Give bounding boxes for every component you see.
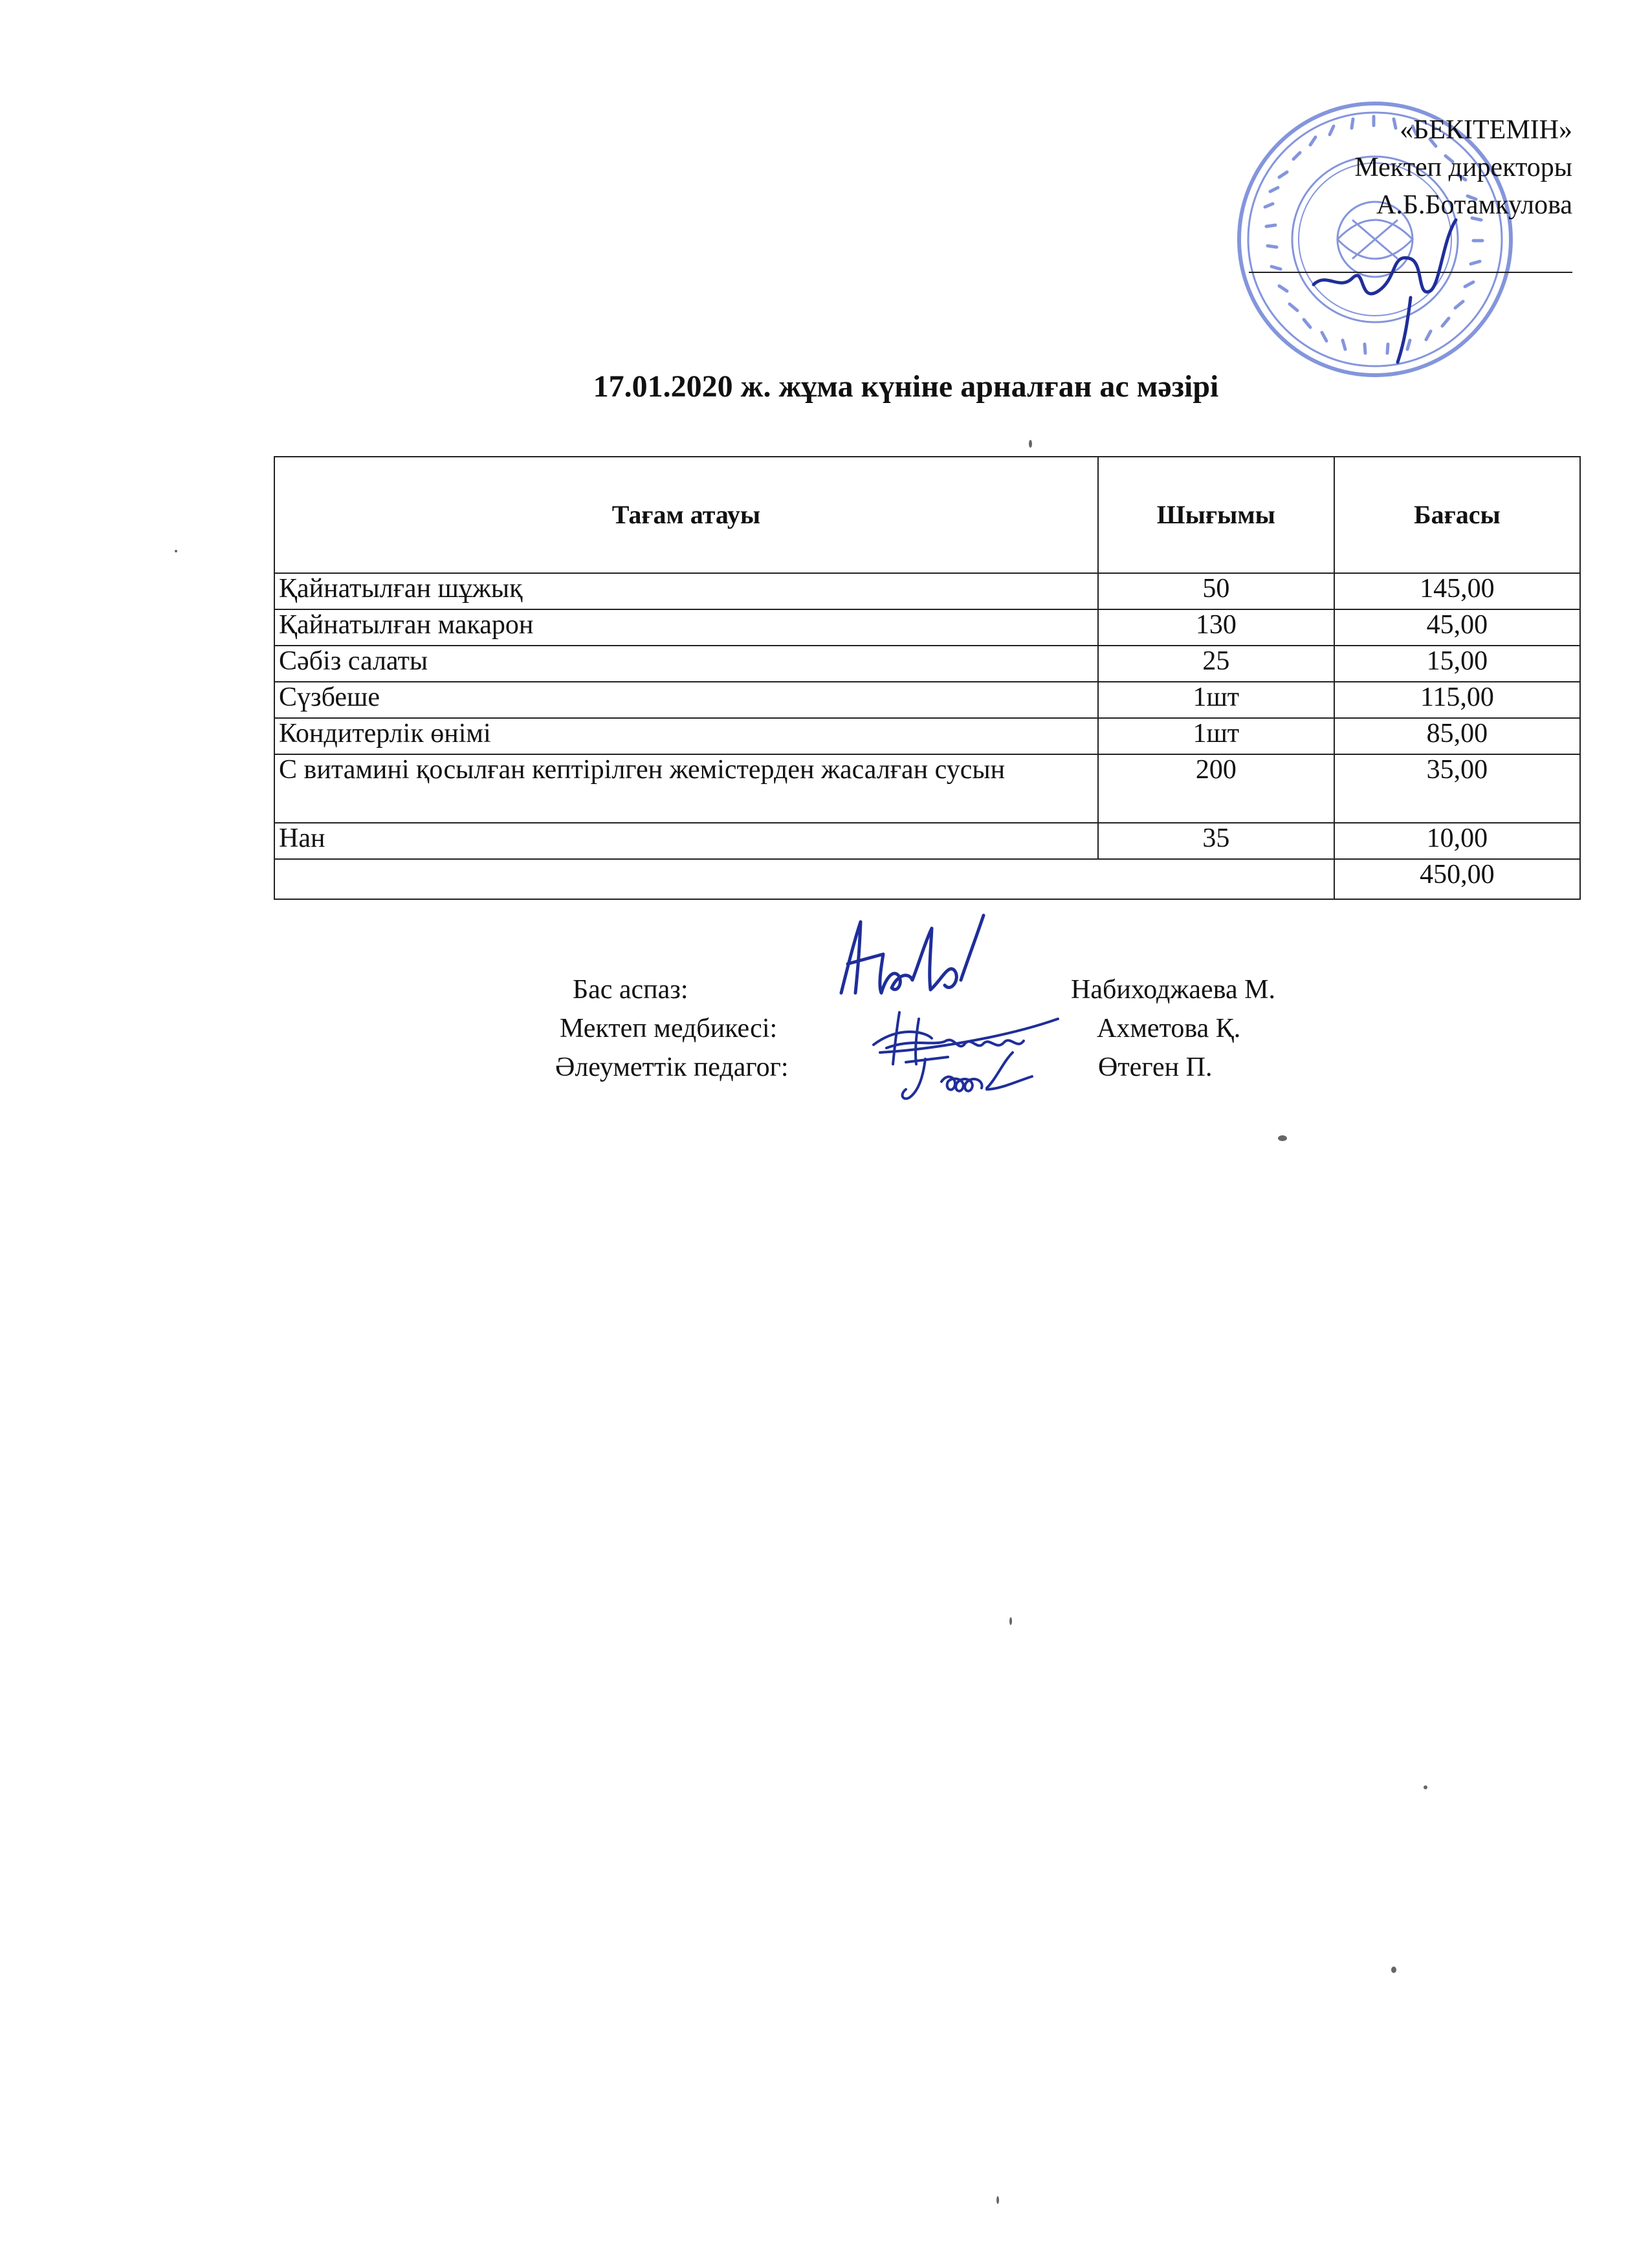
dish-yield: 50	[1098, 573, 1334, 609]
column-header-yield: Шығымы	[1098, 457, 1334, 573]
dish-yield: 1шт	[1098, 718, 1334, 754]
scan-speck	[1278, 1135, 1287, 1141]
approval-heading: «БЕКІТЕМІН»	[1400, 115, 1572, 145]
dish-yield: 1шт	[1098, 682, 1334, 718]
scan-speck	[1424, 1785, 1427, 1789]
table-total-row	[274, 859, 1580, 899]
scan-speck	[175, 550, 177, 552]
dish-name: Кондитерлік өнімі	[274, 718, 1098, 754]
table-row	[274, 646, 1580, 682]
dish-yield: 200	[1098, 754, 1334, 823]
table-header-row	[274, 457, 1580, 573]
director-signature	[1301, 194, 1495, 369]
table-row	[274, 718, 1580, 754]
dish-price: 35,00	[1334, 754, 1580, 823]
table-row	[274, 823, 1580, 859]
signature-name: Өтеген П.	[1098, 1052, 1213, 1082]
scan-speck	[1029, 440, 1032, 448]
dish-price: 15,00	[1334, 646, 1580, 682]
scan-speck	[1009, 1617, 1012, 1625]
total-price: 450,00	[1334, 859, 1580, 899]
scan-speck	[1391, 1967, 1396, 1973]
dish-yield: 25	[1098, 646, 1334, 682]
dish-price: 85,00	[1334, 718, 1580, 754]
dish-price: 115,00	[1334, 682, 1580, 718]
menu-table	[274, 456, 1581, 900]
dish-name: Сәбіз салаты	[274, 646, 1098, 682]
dish-name: Қайнатылған шұжық	[274, 573, 1098, 609]
dish-price: 145,00	[1334, 573, 1580, 609]
signature-role: Бас аспаз:	[573, 975, 688, 1005]
dish-yield: 130	[1098, 609, 1334, 646]
column-header-dish: Тағам атауы	[274, 457, 1098, 573]
table-row	[274, 682, 1580, 718]
signature-name: Набиходжаева М.	[1071, 975, 1275, 1005]
dish-name: С витамині қосылған кептірілген жемістерден жасалған сусын	[274, 754, 1098, 823]
signature-row-nurse	[0, 1012, 1650, 1051]
signature-row-social-teacher	[0, 1051, 1650, 1090]
column-header-price: Бағасы	[1334, 457, 1580, 573]
dish-name: Сүзбеше	[274, 682, 1098, 718]
table-row	[274, 754, 1580, 823]
scan-speck	[996, 2196, 999, 2204]
dish-name: Қайнатылған макарон	[274, 609, 1098, 646]
dish-price: 10,00	[1334, 823, 1580, 859]
page-title: 17.01.2020 ж. жұма күніне арналған ас мәзірі	[593, 369, 1219, 404]
dish-price: 45,00	[1334, 609, 1580, 646]
table-row	[274, 573, 1580, 609]
chef-signature	[822, 902, 990, 1012]
signature-name: Ахметова Қ.	[1097, 1014, 1241, 1043]
dish-name: Нан	[274, 823, 1098, 859]
signature-role: Мектеп медбикесі:	[560, 1014, 778, 1043]
approval-position: Мектеп директоры	[1354, 153, 1572, 182]
approval-name: А.Б.Ботамкулова	[1376, 190, 1572, 220]
social-teacher-signature	[890, 1043, 1045, 1107]
total-empty-cell	[274, 859, 1334, 899]
dish-yield: 35	[1098, 823, 1334, 859]
table-row	[274, 609, 1580, 646]
signature-role: Әлеуметтік педагог:	[555, 1052, 789, 1082]
